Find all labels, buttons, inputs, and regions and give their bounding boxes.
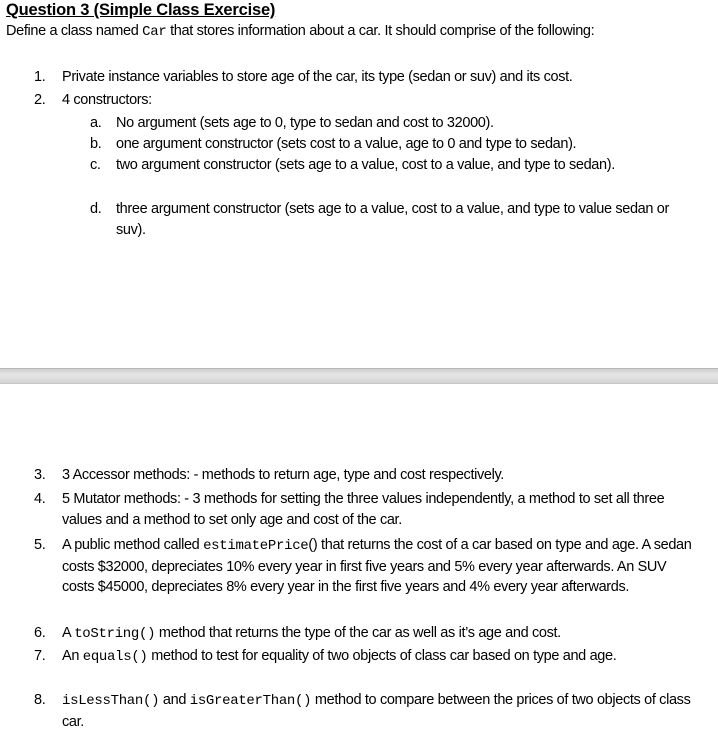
constructor-item-letter: c. (90, 157, 101, 173)
list-item-text (62, 690, 702, 732)
page-top (0, 0, 718, 368)
item8-text-post: method to compare between the prices of two objects of class car. (62, 692, 691, 730)
list-item-number: 1. (34, 69, 46, 85)
constructor-item-letter: a. (90, 115, 102, 131)
intro-text-pre: Define a class named (6, 23, 143, 39)
constructor-item (90, 155, 675, 176)
list-item-text: 3 Accessor methods: - methods to return age, type and cost respectively. (62, 467, 504, 483)
method-name-isgreaterthan: isGreaterThan() (189, 693, 312, 709)
constructor-item-text: three argument constructor (sets age to a value, cost to a value, and type to value sedan or suv). (116, 201, 669, 238)
method-name-tostring: toString() (74, 626, 156, 642)
list-item-number: 8. (34, 692, 46, 708)
constructor-item (90, 199, 690, 240)
list-item-text (62, 646, 702, 668)
constructor-item-text: No argument (sets age to 0, type to sedan and cost to 32000). (116, 115, 494, 131)
list-item (34, 489, 702, 530)
item5-text-pre: A public method called (62, 537, 204, 553)
list-item (34, 67, 694, 88)
list-item (34, 90, 694, 111)
list-item-text: 4 constructors: (62, 92, 152, 108)
list-item (34, 535, 702, 598)
page-bottom (0, 384, 718, 737)
list-item (34, 623, 702, 645)
constructor-item (90, 113, 690, 134)
list-item-number: 5. (34, 537, 46, 553)
constructor-item-letter: b. (90, 136, 102, 152)
constructor-item (90, 134, 690, 155)
constructor-item-text: one argument constructor (sets cost to a value, age to 0 and type to sedan). (116, 136, 577, 152)
constructor-item-text: two argument constructor (sets age to a value, cost to a value, and type to sedan). (116, 157, 615, 173)
constructor-item-letter: d. (90, 201, 102, 217)
question-title: Question 3 (Simple Class Exercise) (6, 1, 276, 19)
item8-text-mid: and (159, 692, 190, 708)
method-name-equals: equals() (82, 649, 148, 665)
list-item-text: 5 Mutator methods: - 3 methods for setting the three values independently, a method to set all three values and a method to set only age and cost of the car. (62, 491, 665, 528)
intro-text-post: that stores information about a car. It should comprise of the following: (166, 23, 595, 39)
item6-text-post: method that returns the type of the car as well as it’s age and cost. (155, 625, 561, 641)
list-item (34, 646, 702, 668)
page-break-divider (0, 368, 718, 384)
question-intro (6, 23, 594, 40)
item7-text-post: method to test for equality of two objects of class car based on type and age. (147, 648, 617, 664)
item7-text-pre: An (62, 648, 83, 664)
list-item-number: 7. (34, 648, 46, 664)
list-item-number: 6. (34, 625, 46, 641)
intro-class-name: Car (142, 24, 167, 40)
list-item (34, 465, 704, 486)
list-item-number: 4. (34, 491, 46, 507)
method-name-islessthan: isLessThan() (62, 693, 160, 709)
item5-parens: () (308, 537, 318, 553)
list-item-text (62, 623, 702, 645)
method-name-estimateprice: estimatePrice (203, 538, 309, 554)
item5-text-post: that returns the cost of a car based on type and age. A sedan costs $32000, depreciates 10% every year in first five years and 5% every year afterwards. An SUV costs $45000, depreciates 8% every year in the first five years and 4% every year afterwards. (62, 537, 692, 595)
list-item (34, 690, 702, 732)
list-item-number: 2. (34, 92, 46, 108)
list-item-text: Private instance variables to store age of the car, its type (sedan or suv) and its cost. (62, 69, 573, 85)
item6-text-pre: A (62, 625, 75, 641)
list-item-number: 3. (34, 467, 46, 483)
list-item-text (62, 535, 702, 598)
